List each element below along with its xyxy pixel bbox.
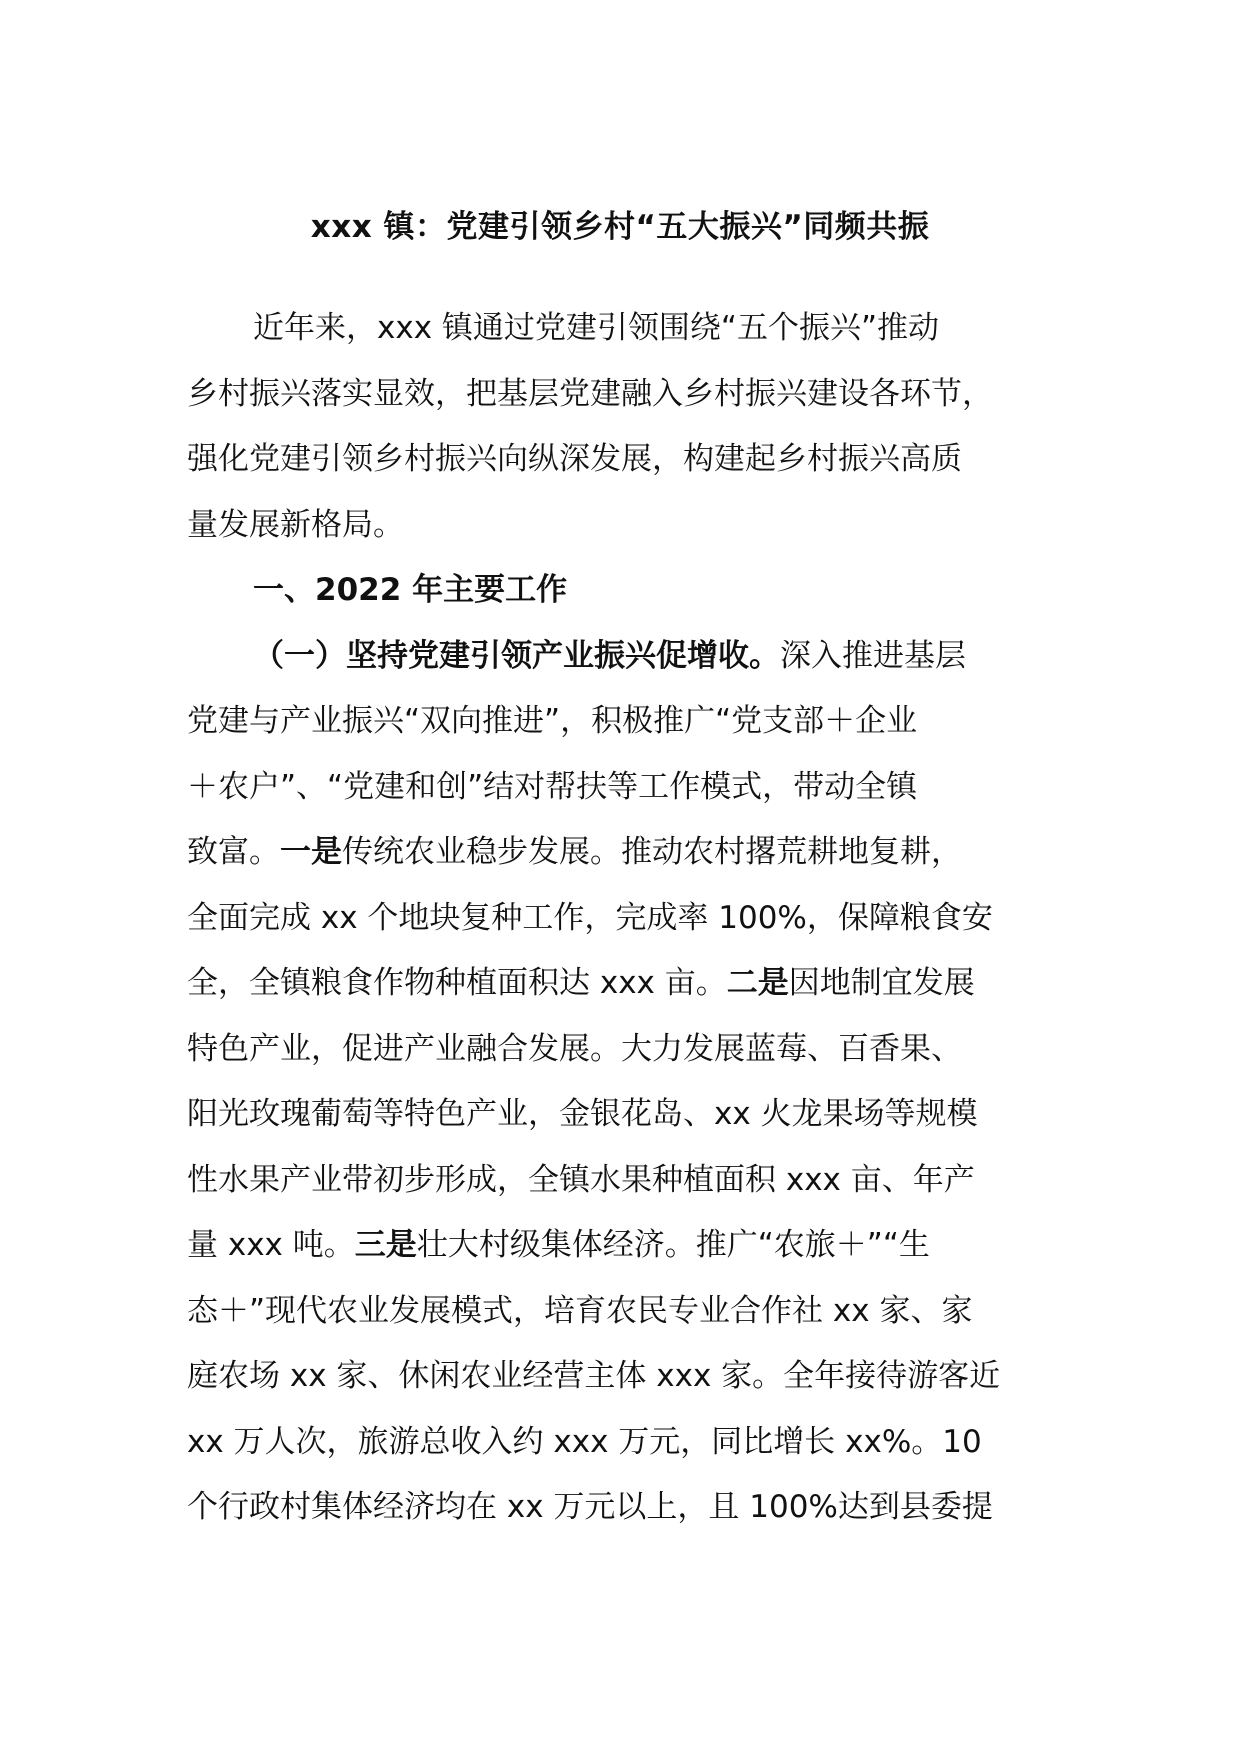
paragraph-line: ＋农户”、“党建和创”结对帮扶等工作模式，带动全镇 xyxy=(187,768,918,805)
emphasis-label: 二是 xyxy=(726,965,789,1001)
paragraph-line: 性水果产业带初步形成，全镇水果种植面积 xxx 亩、年产 xyxy=(187,1161,975,1198)
paragraph-text: 壮大村级集体经济。推广“农旅＋”“生 xyxy=(416,1227,930,1263)
paragraph-line xyxy=(187,1213,1057,1279)
paragraph-text: 全，全镇粮食作物种植面积达 xxx 亩。 xyxy=(187,965,727,1001)
paragraph-line xyxy=(187,820,1057,886)
paragraph-text: 量 xxx 吨。 xyxy=(187,1227,355,1263)
emphasis-label: 三是 xyxy=(354,1227,417,1263)
intro-line: 量发展新格局。 xyxy=(187,506,404,543)
paragraph-line: 态＋”现代农业发展模式，培育农民专业合作社 xx 家、家 xyxy=(187,1292,973,1329)
paragraph-line: 党建与产业振兴“双向推进”，积极推广“党支部＋企业 xyxy=(187,703,918,739)
paragraph-line: xx 万人次，旅游总收入约 xxx 万元，同比增长 xx%。10 xyxy=(187,1423,982,1460)
paragraph-text: 深入推进基层 xyxy=(780,637,966,674)
paragraph-line: 全面完成 xx 个地块复种工作，完成率 100%，保障粮食安 xyxy=(187,899,993,936)
document-title: xxx 镇：党建引领乡村“五大振兴”同频共振 xyxy=(310,209,930,245)
paragraph-line: 个行政村集体经济均在 xx 万元以上，且 100%达到县委提 xyxy=(187,1489,993,1525)
document-body xyxy=(187,296,1057,1541)
section-heading: 一、2022 年主要工作 xyxy=(253,572,568,608)
paragraph-line: 特色产业，促进产业融合发展。大力发展蓝莓、百香果、 xyxy=(187,1030,962,1067)
intro-line: 近年来，xxx 镇通过党建引领围绕“五个振兴”推动 xyxy=(253,310,940,346)
paragraph-line xyxy=(187,951,1057,1017)
paragraph-line: 庭农场 xx 家、休闲农业经营主体 xxx 家。全年接待游客近 xyxy=(187,1358,1001,1394)
paragraph-text: 致富。 xyxy=(187,834,280,870)
paragraph-text: 因地制宜发展 xyxy=(788,965,975,1001)
intro-line: 乡村振兴落实显效，把基层党建融入乡村振兴建设各环节， xyxy=(187,375,993,412)
paragraph-text: 传统农业稳步发展。推动农村撂荒耕地复耕， xyxy=(342,834,962,870)
emphasis-label: 一是 xyxy=(280,834,342,870)
subsection-heading: （一）坚持党建引领产业振兴促增收。 xyxy=(253,637,780,674)
paragraph-line xyxy=(187,624,1057,690)
intro-line: 强化党建引领乡村振兴向纵深发展，构建起乡村振兴高质 xyxy=(187,441,962,477)
paragraph-line: 阳光玫瑰葡萄等特色产业，金银花岛、xx 火龙果场等规模 xyxy=(187,1096,978,1132)
